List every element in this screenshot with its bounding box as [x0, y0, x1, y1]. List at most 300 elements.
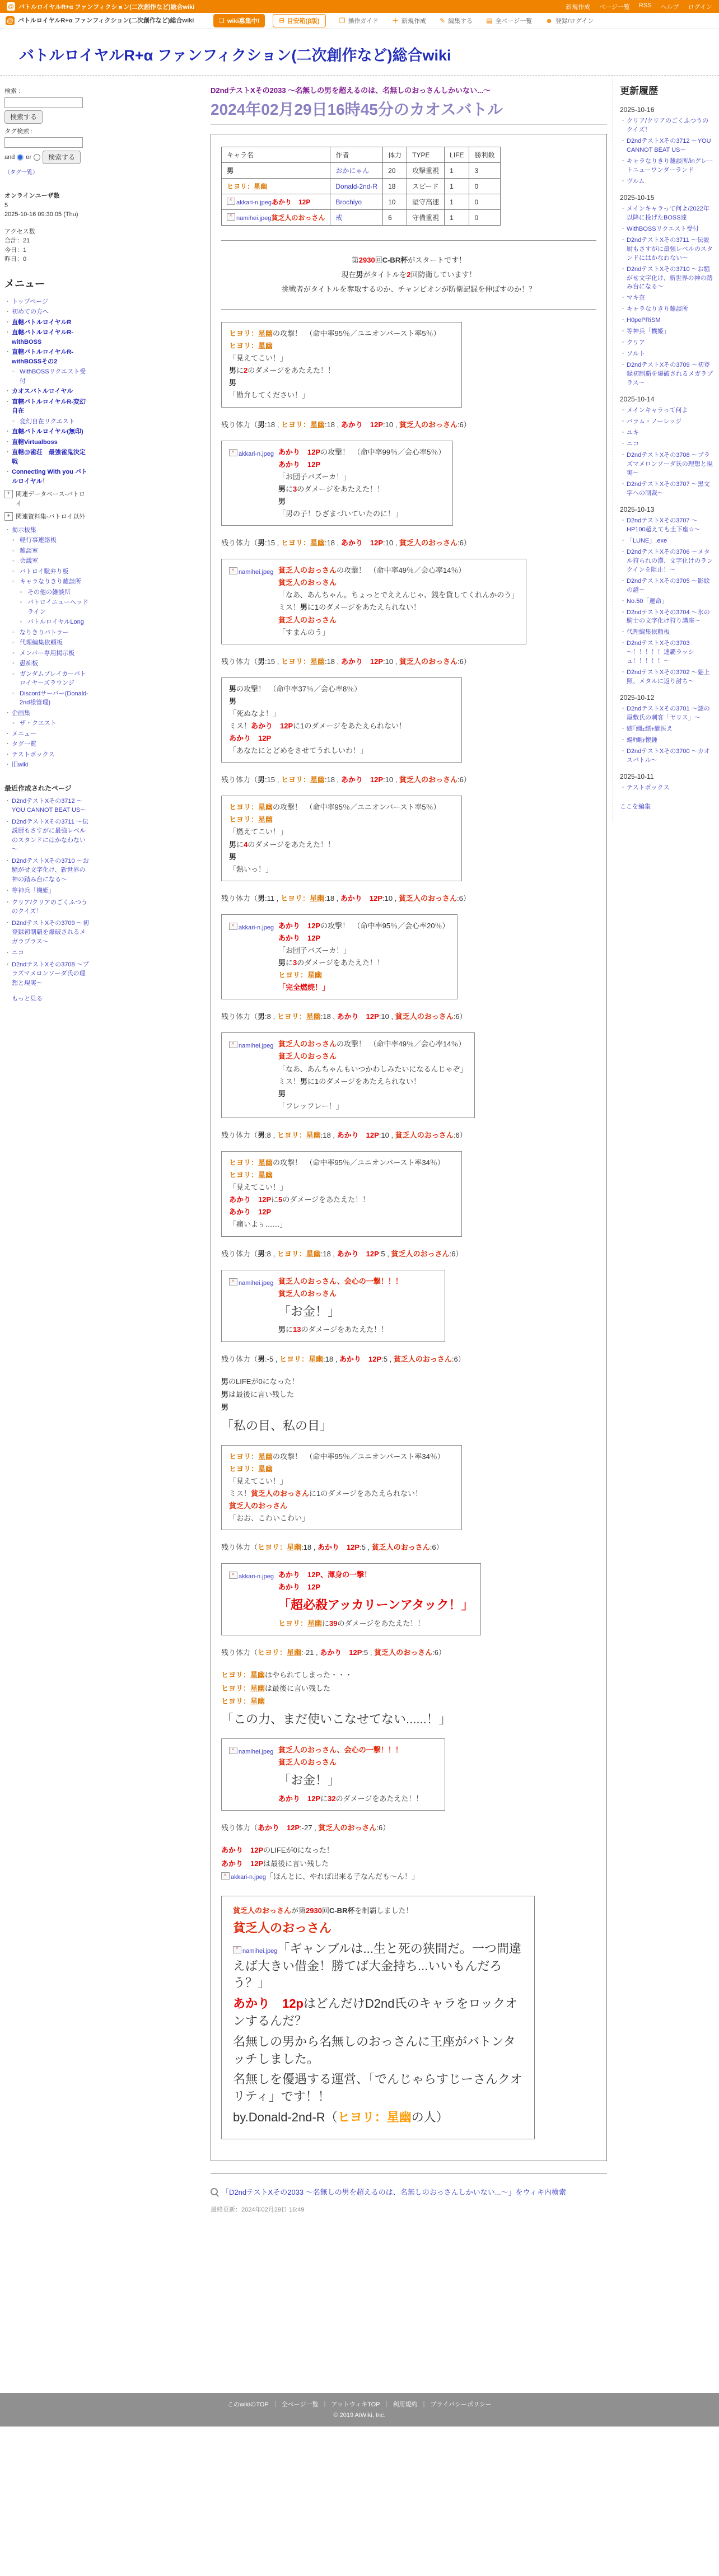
search-input[interactable] [4, 97, 83, 108]
search-icon [211, 2188, 218, 2195]
character-name: あかり 12P [339, 1354, 382, 1363]
edit-icon: ✎ [440, 16, 446, 25]
update-page-link[interactable]: D2ndテストXその3710 ～お騒がせ文字化け、新世界の神の踏み台になる～ [627, 265, 713, 291]
log-text: がタイトルを [363, 270, 407, 279]
character-name: あかり 12P [278, 447, 321, 456]
global-bar-link[interactable]: ページ一覧 [599, 3, 630, 11]
battle-box-lines [229, 801, 454, 876]
update-item [620, 361, 715, 388]
sidebar-menu-link[interactable]: 直轄バトルロイヤルR-withBOSS [12, 329, 73, 345]
character-name: 貧乏人のおっさん [251, 1489, 310, 1498]
update-page-link[interactable]: ユキ [627, 429, 639, 437]
damage-number: 13 [293, 1325, 301, 1334]
log-text: に [236, 366, 244, 375]
log-text: 残り体力（ [221, 1130, 258, 1139]
log-line [278, 1617, 473, 1630]
footer-separator: ｜ [272, 2401, 278, 2408]
update-item [620, 537, 715, 546]
update-page-link[interactable]: D2ndテストXその3709 ～初登録初制覇を爆破されるメガラプラス～ [627, 362, 713, 386]
sidebar-menu-item [4, 512, 90, 522]
and-radio[interactable] [17, 154, 24, 161]
update-date: 2025-10-13 [620, 505, 655, 513]
sidebar-menu-link[interactable]: 雑談室 [20, 547, 38, 554]
char-table-row [222, 210, 501, 226]
update-page-link[interactable]: ヴルム [627, 177, 645, 185]
log-text: 「見えてこい！」 [229, 354, 288, 363]
update-page-link[interactable]: D2ndテストXその3701 ～謎の屋敷氏の刺客「ヤリス」～ [627, 705, 710, 722]
character-name: 男 [258, 1012, 265, 1021]
sidebar-menu-item [4, 438, 90, 447]
update-page-link[interactable]: D2ndテストXその3704 ～氷の騎士の文字化け狩り講座～ [627, 609, 710, 625]
log-text: :10 , [383, 420, 399, 429]
sidebar-menu-link[interactable]: 直轄バトルロイヤルR [12, 319, 72, 326]
log-text: の攻撃！ （命中率95％／ユニオンバースト率34％） [273, 1452, 445, 1461]
sidebar-menu-link[interactable]: トップページ [12, 298, 49, 305]
sidebar-menu-item [4, 318, 90, 328]
update-page-link[interactable]: 代理編集依頼板 [627, 629, 670, 636]
new-page-icon: ＋ [392, 17, 399, 25]
character-name: 貧乏人のおっさん [399, 657, 457, 666]
author-link[interactable]: Brochiyo [335, 198, 362, 206]
update-page-link[interactable]: WithBOSSリクエスト受付 [627, 225, 699, 232]
sidebar-menu-link[interactable]: WithBOSSリクエスト受付 [20, 368, 86, 385]
damage-number: 2930 [306, 1906, 322, 1915]
hp-status-line [221, 1822, 596, 1832]
character-name: あかり 12P [337, 1130, 379, 1139]
log-text: に1のダメージをあたえられない！ [307, 603, 421, 612]
access-today: 今日：1 [4, 246, 27, 254]
log-text: 「勘弁してください！」 [229, 391, 310, 400]
log-line [278, 957, 450, 969]
sidebar-menu-link[interactable]: 初めての方へ [12, 308, 49, 315]
header-nav-login[interactable] [545, 16, 594, 25]
update-page-link[interactable]: 等神兵「機姫」 [627, 328, 670, 335]
battle-box [221, 677, 462, 763]
sidebar-menu-link[interactable]: 旧wiki [12, 761, 29, 768]
author-cell [330, 210, 383, 226]
sidebar-menu-item [4, 719, 90, 728]
log-text: 「お団子バズーカ！」 [278, 946, 351, 955]
update-page-link[interactable]: D2ndテストXその3700 ～カオスバトル～ [627, 748, 710, 764]
log-line [229, 720, 454, 732]
update-page-link[interactable]: 蝪ｻ蝿ｫ懷錘 [627, 737, 657, 744]
log-text: 「お金！」 [278, 1773, 340, 1788]
update-item [620, 429, 715, 438]
update-page-link[interactable]: クリア/クリアのごくふつうのクイズ！ [627, 118, 709, 133]
footer-links [0, 2400, 719, 2409]
character-name: ヒヨリ：星幽 [280, 894, 324, 903]
header-nav-label: 全ページ一覧 [495, 17, 533, 25]
update-page-link[interactable]: D2ndテストXその3703 ～！！！！！連覇ラッシュ！！！！！～ [627, 640, 694, 665]
image-link[interactable]: ✕akkari-n.jpeg [229, 451, 274, 457]
sidebar-menu-link[interactable]: Connecting With you バトルロイヤル！ [12, 469, 87, 485]
sidebar-menu-link[interactable]: 会議室 [20, 558, 38, 564]
update-page-link[interactable]: 繧｢繝ｪ繧ｬ繝医え [627, 726, 673, 733]
header-wiki-title[interactable]: バトルロイヤルR+α ファンフィクション(二次創作など)総合wiki [18, 17, 194, 24]
author-link[interactable]: Donald-2nd-R [335, 182, 378, 190]
battle-box [221, 796, 462, 881]
footer-link[interactable]: 利用規約 [393, 2401, 418, 2408]
log-line [229, 708, 454, 720]
char-table-header: TYPE [407, 147, 445, 163]
log-text: 回 [321, 1906, 329, 1915]
global-bar-link[interactable]: RSS [638, 2, 652, 9]
log-text: が第 [291, 1906, 306, 1915]
image-link[interactable]: ✕akkari-n.jpeg [221, 1874, 266, 1881]
sidebar-menu-item [4, 760, 90, 770]
wiki-title[interactable]: バトルロイヤルR+α ファンフィクション(二次創作など)総合wiki [19, 47, 451, 64]
update-page-link[interactable]: D2ndテストXその3707 ～黒文字への制裁～ [627, 480, 710, 497]
character-name: 男 [278, 484, 286, 493]
update-item [620, 205, 715, 223]
log-text: に [271, 1195, 279, 1204]
recent-page-link[interactable]: クリア/クリアのごくふつうのクイズ！ [12, 899, 88, 915]
character-name: あかり 12P [229, 1195, 272, 1204]
hp-status-line [221, 1541, 596, 1552]
update-page-link[interactable]: テストボックス [627, 784, 670, 792]
sidebar-menu-link[interactable]: Discordサーバー(Donald-2nd様管理) [20, 690, 88, 706]
global-bar-links [566, 2, 712, 11]
global-bar-wiki-title: バトルロイヤルR+α ファンフィクション(二次創作など)総合wiki [18, 3, 195, 11]
suggestion-box-label: 目安箱(β版) [287, 17, 320, 25]
character-name: 男 [258, 1249, 265, 1258]
global-bar-link[interactable]: ヘルプ [660, 3, 679, 11]
character-name: あかり 12P [278, 933, 321, 942]
image-link[interactable]: ✕akkari-n.jpeg [229, 924, 274, 931]
log-line [229, 1488, 454, 1500]
character-name: ヒヨリ：星幽 [229, 329, 273, 338]
character-name: ヒヨリ：星幽 [221, 1684, 265, 1693]
victory-box [221, 1896, 535, 2139]
log-text: のダメージをあたえた！！ [337, 1619, 425, 1628]
wiki-recruit-button[interactable] [213, 14, 265, 27]
log-text: :18 , [324, 775, 341, 784]
sidebar-menu-link[interactable]: 代理編集依頼板 [20, 639, 63, 646]
image-link[interactable]: ✕namihei.jpeg [229, 1280, 273, 1287]
log-line [278, 459, 445, 471]
hp-status-line [221, 774, 596, 784]
update-page-link[interactable]: バラム・ノーレッジ [627, 418, 682, 426]
battle-box-lines [229, 1451, 454, 1525]
sidebar-menu-item [4, 567, 90, 577]
update-list [620, 117, 715, 186]
footer-link[interactable]: このwikiのTOP [227, 2401, 269, 2408]
character-name: 貧乏人のおっさん [233, 1906, 292, 1915]
log-text: 残り体力（ [221, 1012, 258, 1021]
sidebar-menu-link[interactable]: バトロイ駄弁り板 [20, 568, 69, 575]
battle-box-lines [278, 564, 519, 639]
wiki-search-link[interactable]: 「D2ndテストXその2033 ～名無しの男を超えるのは、名無しのおっさんしかいない...～」をウィキ内検索 [222, 2187, 566, 2196]
broken-image-icon [229, 1572, 237, 1579]
sidebar-menu-link[interactable]: 直轄バトルロイヤル(無印) [12, 428, 83, 435]
sidebar-menu-item [4, 546, 90, 556]
sidebar-menu-link[interactable]: カオスバトルロイヤル [12, 388, 73, 395]
sidebar-menu-link[interactable]: バトルロイヤルLong [27, 619, 84, 625]
online-users-count: 5 [4, 202, 8, 209]
battle-box-lines [278, 1038, 467, 1112]
image-link[interactable]: ✕namihei.jpeg [229, 569, 273, 576]
more-link[interactable]: もっと見る [12, 995, 43, 1002]
log-line [229, 1157, 454, 1169]
sidebar-menu-link[interactable]: キャラなりきり雑談所 [20, 578, 81, 585]
log-text: :18 , [324, 539, 341, 548]
character-name: ヒヨリ：星幽 [229, 342, 273, 350]
footer-link[interactable]: プライバシーポリシー [430, 2401, 492, 2408]
log-text: :11 , [265, 894, 281, 903]
footer-link[interactable]: 全ページ一覧 [281, 2401, 319, 2408]
log-text: に [322, 1619, 330, 1628]
recent-page-link[interactable]: 等神兵「機姫」 [12, 887, 55, 894]
character-name: ヒヨリ：星幽 [221, 1696, 265, 1705]
recent-page-link[interactable]: D2ndテストXその3708 ～プラズマメロンソーダ氏の理想と現実～ [12, 961, 89, 987]
image-link[interactable]: ✕namihei.jpeg [227, 215, 271, 222]
log-text: 回防衛しています！ [410, 270, 477, 279]
character-name: あかり 12P [278, 1583, 321, 1592]
expandable-menu-label[interactable]: 関連資料集-バトロイ以外 [16, 513, 86, 520]
sidebar-menu-link[interactable]: 変幻自在リクエスト [20, 418, 75, 425]
tag-list-link[interactable]: （タグ一覧） [4, 170, 38, 176]
log-text: 「痛いよぅ……」 [229, 1220, 287, 1229]
broken-image-icon [229, 567, 237, 574]
recent-page-link[interactable]: D2ndテストXその3709 ～初登録初制覇を爆破されるメガラプラス～ [12, 919, 89, 945]
update-page-link[interactable]: D2ndテストXその3708 ～プラズマメロンソーダ氏の理想と現実～ [627, 452, 713, 476]
dialog-line-big [278, 1597, 473, 1614]
battle-box-lines [278, 1275, 437, 1336]
sidebar-menu-link[interactable]: メンバー専用掲示板 [20, 649, 75, 657]
character-name: 貧乏人のおっさん、会心の一撃！！！ [278, 1277, 403, 1285]
edit-here-link[interactable]: ここを編集 [620, 803, 651, 811]
update-list [620, 705, 715, 765]
sidebar-menu-link[interactable]: 直轄Virtualboss [12, 438, 58, 446]
character-name: あかり 12P [229, 734, 272, 743]
log-text: ミス！ [278, 603, 301, 612]
update-item [620, 406, 715, 415]
footer-copyright: © 2019 AtWiki, Inc. [333, 2411, 386, 2419]
header-nav-new-page[interactable] [392, 16, 426, 25]
search-button[interactable]: 検索する [4, 110, 43, 124]
sidebar-menu-item [4, 740, 90, 749]
image-link[interactable]: ✕namihei.jpeg [233, 1948, 277, 1955]
header-nav-all-pages[interactable] [486, 16, 532, 25]
sidebar-menu-link[interactable]: ザ・クエスト [20, 720, 57, 727]
recent-page-link[interactable]: ニコ [12, 950, 24, 956]
log-text: に1のダメージをあたえられない！ [307, 1077, 421, 1086]
update-item [620, 316, 715, 325]
character-name: あかり 12p [233, 1997, 304, 2011]
log-line [221, 1870, 596, 1883]
image-link[interactable]: ✕namihei.jpeg [229, 1042, 273, 1049]
wiki-recruit-label: wiki募集中! [227, 17, 260, 25]
log-text: 「すまんのう」 [278, 628, 330, 637]
or-radio[interactable] [34, 154, 40, 161]
broken-image-icon [227, 213, 235, 221]
sidebar-menu-link[interactable]: ガンダムブレイカーバトロイヤーズラウンジ [20, 670, 86, 686]
life-cell: 1 [445, 210, 469, 226]
character-table [221, 147, 501, 226]
recent-page-link[interactable]: D2ndテストXその3710 ～お騒がせ文字化け、新世界の神の踏み台になる～ [12, 857, 89, 883]
log-text: がスタートです！ [408, 256, 466, 264]
update-page-link[interactable]: マキ奈 [627, 294, 645, 302]
sidebar-menu-link[interactable]: 軽行事連絡板 [20, 537, 57, 544]
battle-box [221, 914, 457, 1000]
log-line [278, 1088, 467, 1100]
log-text: 名無しを優遇する運営、「でんじゃらすじーさんクオリティ」です！！ [233, 2072, 523, 2104]
log-text: :8 , [265, 1130, 277, 1139]
log-text: のダメージをあたえた！！ [282, 1195, 370, 1204]
sidebar-menu-link[interactable]: タグ一覧 [12, 741, 36, 747]
sidebar-menu-link[interactable]: テストボックス [12, 751, 55, 758]
log-line [229, 1475, 454, 1488]
update-item [620, 517, 715, 535]
author-link[interactable]: 戒 [335, 214, 343, 222]
header-nav-edit[interactable] [440, 16, 473, 25]
sidebar-menu-item [4, 427, 90, 437]
sidebar-menu-link[interactable]: 直轄@雀荘 最強雀鬼決定戦 [12, 449, 86, 465]
update-page-link[interactable]: クリア [627, 339, 645, 347]
search-label: 検索 : [4, 88, 21, 95]
update-page-link[interactable]: H0pePRiSM [627, 317, 661, 324]
update-page-link[interactable]: ニコ [627, 441, 639, 448]
recent-pages-heading: 最近作成されたページ [4, 784, 72, 792]
log-text: 「なあ、あんちゃん。ちょっとでええんじゃ、銭を貸してくれんかのう」 [278, 591, 519, 600]
author-link[interactable]: おかにゃん [335, 167, 370, 175]
character-name: あかり 12P [251, 721, 293, 730]
image-link[interactable]: ✕namihei.jpeg [229, 1748, 273, 1755]
character-name: 「完全燃焼！」 [278, 983, 330, 992]
dialog-line-big [221, 1418, 596, 1435]
header-nav-guide[interactable] [339, 16, 379, 25]
sidebar-menu-link[interactable]: 直轄バトルロイヤルR-withBOSSその2 [12, 349, 73, 365]
footer-link[interactable]: アットウィキTOP [331, 2401, 380, 2408]
log-line [278, 1324, 437, 1336]
battle-box-lines [229, 683, 454, 758]
tag-search-button[interactable]: 検索する [43, 151, 81, 164]
log-line [278, 1275, 437, 1288]
update-history-groups [620, 105, 715, 793]
character-name: 「超必殺アッカリーンアタック！」 [278, 1598, 474, 1612]
update-item [620, 736, 715, 745]
broken-image-icon [229, 449, 237, 456]
sidebar-menu-link[interactable]: なりきりバトラー [20, 629, 69, 636]
log-text: 「男の子！ひざまづいていたのに！」 [278, 509, 403, 518]
log-text: 「熱いっ！」 [229, 864, 273, 873]
global-bar-link[interactable]: ログイン [688, 3, 712, 11]
tag-search-input[interactable] [4, 137, 83, 148]
expandable-menu-label[interactable]: 関連データベース-バトロイ [16, 491, 85, 507]
divider [211, 2173, 607, 2174]
character-name: ヒヨリ：星幽 [229, 803, 273, 812]
update-page-link[interactable]: メインキャラって何よ [627, 407, 688, 414]
battle-heading: 2024年02月29日16時45分のカオスバトル [211, 97, 607, 125]
sidebar-menu-item [4, 709, 90, 718]
update-item [620, 225, 715, 234]
log-text: に1のダメージをあたえられない！ [309, 1489, 423, 1498]
update-page-link[interactable]: メインキャラって何よ/2022年以降に投げたBOSS達 [627, 205, 709, 221]
update-page-link[interactable]: D2ndテストXその3705 ～影絵の謎～ [627, 577, 710, 593]
battle-box [221, 1270, 445, 1342]
sidebar-menu-link[interactable]: バトロイニューヘッドライン [27, 599, 89, 615]
suggestion-box-button[interactable] [273, 14, 325, 27]
log-line [278, 1288, 437, 1300]
sidebar-menu-item [4, 598, 90, 616]
life-cell: 1 [445, 179, 469, 194]
log-text: :10 , [379, 1130, 395, 1139]
char-name-cell [222, 163, 330, 179]
log-line [221, 1375, 596, 1388]
update-page-link[interactable]: D2ndテストXその3707 ～HP100超えても土下座☆～ [627, 517, 701, 534]
log-line [278, 564, 519, 577]
wiki-logo-icon: @ [6, 16, 15, 25]
update-page-link[interactable]: ソルト [627, 350, 645, 358]
recent-page-link[interactable]: D2ndテストXその3711 ～伝説厨もさすがに最強レベルのスタンドにはかなわない～ [12, 818, 88, 853]
battle-log [221, 240, 596, 2139]
log-text: 「見えてこい！」 [229, 1476, 288, 1485]
sidebar-menu-link[interactable]: 直轄バトルロイヤルR-変幻自在 [12, 398, 86, 414]
sidebar-menu-link[interactable]: その他の雑談所 [27, 588, 71, 596]
log-text: の攻撃！ （命中率37％／会心率8％） [236, 684, 362, 693]
character-name: 貧乏人のおっさん [399, 775, 457, 784]
sidebar-menu-link[interactable]: 掲示板集 [12, 526, 36, 534]
update-page-link[interactable]: D2ndテストXその3711 ～伝説厨もさすがに最強レベルのスタンドにはかなわない～ [627, 236, 713, 261]
update-page-link[interactable]: D2ndテストXその3712 ～YOU CANNOT BEAT US～ [627, 137, 711, 153]
character-name: 男 [278, 497, 286, 506]
sidebar-menu-item [4, 730, 90, 739]
dialog-line-big [233, 2071, 523, 2106]
log-line [278, 1050, 467, 1063]
right-sidebar [613, 76, 719, 821]
broken-image-icon [221, 1872, 230, 1880]
expand-icon[interactable]: + [4, 512, 13, 521]
image-link[interactable]: ✕akkari-n.jpeg [227, 199, 272, 206]
dialog-line-big [278, 1772, 437, 1789]
log-text: のダメージをあたえた！！ [301, 1325, 389, 1334]
update-date: 2025-10-12 [620, 694, 655, 702]
character-name: 男 [229, 696, 237, 705]
footer [0, 2393, 719, 2427]
sidebar-menu-item [4, 649, 90, 658]
log-text: :6） [376, 1824, 390, 1832]
character-name: あかり 12P [340, 657, 384, 666]
update-page-link[interactable]: キャラなりきり雑談所 [627, 306, 688, 313]
character-name: あかり 12P [229, 1208, 272, 1217]
update-page-link[interactable]: キャラなりきり雑談所/inグレートニューワンダーランド [627, 157, 713, 174]
char-name-cell [222, 179, 330, 194]
update-page-link[interactable]: D2ndテストXその3706 ～メタル狩られの漢、文字化けのランクインを阻止！～ [627, 548, 713, 573]
log-line [229, 863, 454, 876]
intro-line [221, 282, 596, 297]
log-line [229, 745, 454, 757]
footer-separator: ｜ [421, 2401, 427, 2408]
expand-icon[interactable]: + [4, 490, 13, 498]
image-link[interactable]: ✕akkari-n.jpeg [229, 1573, 274, 1580]
update-page-link[interactable]: 「LUNE」.exe [627, 537, 667, 544]
update-page-link[interactable]: No.50「運命」 [627, 597, 668, 605]
log-line [229, 1218, 454, 1231]
character-name: 貧乏人のおっさん [278, 615, 337, 624]
header-nav-label: 編集する [448, 17, 473, 25]
sidebar-menu-link[interactable]: 企画集 [12, 709, 30, 717]
log-text: 「あなたにとどめをさせてうれしいわ！」 [229, 746, 368, 755]
and-label: and [4, 153, 15, 161]
sidebar-menu-link[interactable]: 愚痴板 [20, 660, 38, 667]
character-name: あかり 12P [271, 198, 311, 206]
sidebar-menu-link[interactable]: メニュー [12, 730, 36, 737]
recent-page-link[interactable]: D2ndテストXその3712 ～YOU CANNOT BEAT US～ [12, 797, 87, 814]
battle-box-lines [229, 1157, 454, 1231]
global-bar-link[interactable]: 新規作成 [566, 3, 591, 11]
update-page-link[interactable]: D2ndテストXその3702 ～魅上 照、メタルに返り討ち～ [627, 669, 716, 685]
character-name: 男 [258, 894, 265, 903]
